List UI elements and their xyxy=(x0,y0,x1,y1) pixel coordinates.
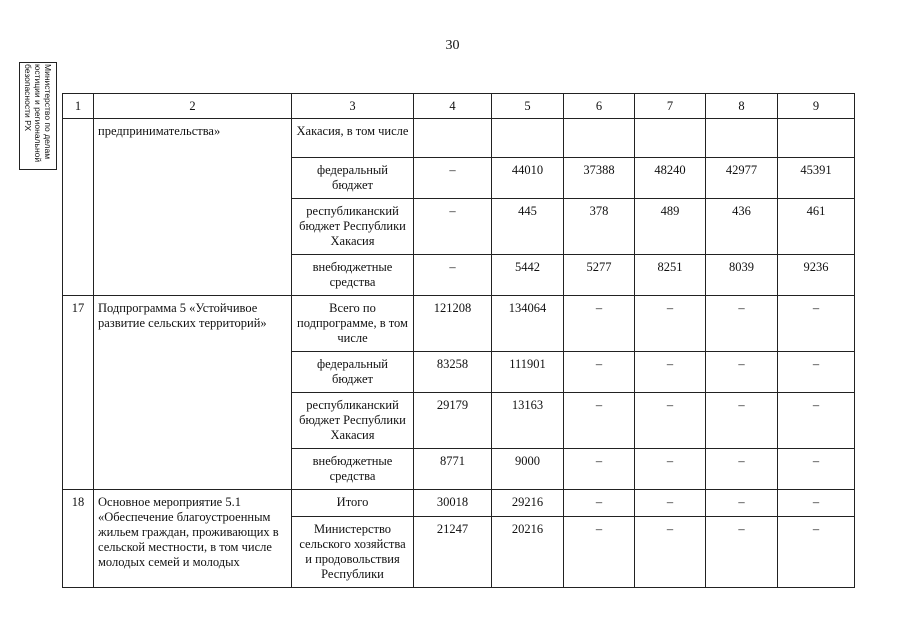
item-name: Подпрограмма 5 «Устойчивое развитие сельских территорий» xyxy=(94,296,292,490)
funding-source: внебюджетные средства xyxy=(292,255,414,296)
value-cell: 45391 xyxy=(778,158,855,199)
value-cell: – xyxy=(635,296,706,352)
value-cell: 48240 xyxy=(635,158,706,199)
header-cell: 5 xyxy=(492,94,564,119)
value-cell: 13163 xyxy=(492,393,564,449)
value-cell: – xyxy=(778,490,855,517)
stamp-line: юстиции и региональной xyxy=(33,64,43,163)
value-cell: 21247 xyxy=(414,517,492,588)
value-cell xyxy=(414,119,492,158)
value-cell: – xyxy=(778,352,855,393)
table-row xyxy=(63,490,855,517)
registration-stamp xyxy=(19,62,57,170)
value-cell: – xyxy=(635,352,706,393)
value-cell xyxy=(564,119,635,158)
row-number: 18 xyxy=(63,490,94,588)
value-cell: – xyxy=(564,352,635,393)
value-cell: 9000 xyxy=(492,449,564,490)
funding-source: республиканский бюджет Республики Хакасия xyxy=(292,393,414,449)
stamp-line: безопасности РХ xyxy=(23,64,33,132)
value-cell: – xyxy=(778,449,855,490)
header-cell: 1 xyxy=(63,94,94,119)
item-name: Основное мероприятие 5.1 «Обеспечение благоустроенным жильем граждан, проживающих в сельской местности, в том числе молодых семей и молодых xyxy=(94,490,292,588)
value-cell: – xyxy=(564,449,635,490)
value-cell: 111901 xyxy=(492,352,564,393)
value-cell: – xyxy=(635,449,706,490)
stamp-line: Министерство по делам xyxy=(43,64,53,160)
value-cell: 9236 xyxy=(778,255,855,296)
row-number: 17 xyxy=(63,296,94,490)
value-cell: – xyxy=(706,352,778,393)
value-cell: 83258 xyxy=(414,352,492,393)
page-number: 30 xyxy=(445,38,460,53)
funding-source: Итого xyxy=(292,490,414,517)
value-cell: 134064 xyxy=(492,296,564,352)
funding-source: республиканский бюджет Республики Хакасия xyxy=(292,199,414,255)
value-cell: 44010 xyxy=(492,158,564,199)
value-cell: – xyxy=(778,296,855,352)
header-cell: 4 xyxy=(414,94,492,119)
header-cell: 6 xyxy=(564,94,635,119)
value-cell: 121208 xyxy=(414,296,492,352)
value-cell: 489 xyxy=(635,199,706,255)
table-row xyxy=(63,296,855,352)
value-cell: 5442 xyxy=(492,255,564,296)
stamp-text xyxy=(23,64,53,168)
value-cell: – xyxy=(635,517,706,588)
value-cell: – xyxy=(778,393,855,449)
header-cell: 8 xyxy=(706,94,778,119)
value-cell: – xyxy=(414,255,492,296)
header-row xyxy=(63,94,855,119)
value-cell: – xyxy=(414,158,492,199)
funding-source: федеральный бюджет xyxy=(292,352,414,393)
value-cell: – xyxy=(778,517,855,588)
value-cell: 20216 xyxy=(492,517,564,588)
value-cell: 42977 xyxy=(706,158,778,199)
value-cell: – xyxy=(635,490,706,517)
value-cell: 461 xyxy=(778,199,855,255)
header-cell: 9 xyxy=(778,94,855,119)
header-cell: 2 xyxy=(94,94,292,119)
value-cell: – xyxy=(706,517,778,588)
value-cell: 37388 xyxy=(564,158,635,199)
value-cell xyxy=(492,119,564,158)
value-cell: – xyxy=(706,490,778,517)
value-cell: 436 xyxy=(706,199,778,255)
value-cell: 8771 xyxy=(414,449,492,490)
row-number xyxy=(63,119,94,296)
funding-source: Министерство сельского хозяйства и продовольствия Республики xyxy=(292,517,414,588)
table-row xyxy=(63,119,855,158)
value-cell xyxy=(778,119,855,158)
value-cell: – xyxy=(706,296,778,352)
funding-table xyxy=(62,93,855,588)
value-cell xyxy=(635,119,706,158)
value-cell: – xyxy=(635,393,706,449)
value-cell: – xyxy=(706,393,778,449)
value-cell: 29216 xyxy=(492,490,564,517)
value-cell: 5277 xyxy=(564,255,635,296)
value-cell xyxy=(706,119,778,158)
value-cell: – xyxy=(706,449,778,490)
value-cell: 29179 xyxy=(414,393,492,449)
value-cell: – xyxy=(564,393,635,449)
value-cell: – xyxy=(414,199,492,255)
item-name: предпринимательства» xyxy=(94,119,292,296)
value-cell: 8039 xyxy=(706,255,778,296)
value-cell: – xyxy=(564,296,635,352)
value-cell: – xyxy=(564,517,635,588)
funding-source: федеральный бюджет xyxy=(292,158,414,199)
value-cell: 30018 xyxy=(414,490,492,517)
value-cell: 8251 xyxy=(635,255,706,296)
header-cell: 7 xyxy=(635,94,706,119)
value-cell: 445 xyxy=(492,199,564,255)
funding-source: внебюджетные средства xyxy=(292,449,414,490)
funding-source: Хакасия, в том числе xyxy=(292,119,414,158)
header-cell: 3 xyxy=(292,94,414,119)
value-cell: – xyxy=(564,490,635,517)
funding-source: Всего по подпрограмме, в том числе xyxy=(292,296,414,352)
value-cell: 378 xyxy=(564,199,635,255)
